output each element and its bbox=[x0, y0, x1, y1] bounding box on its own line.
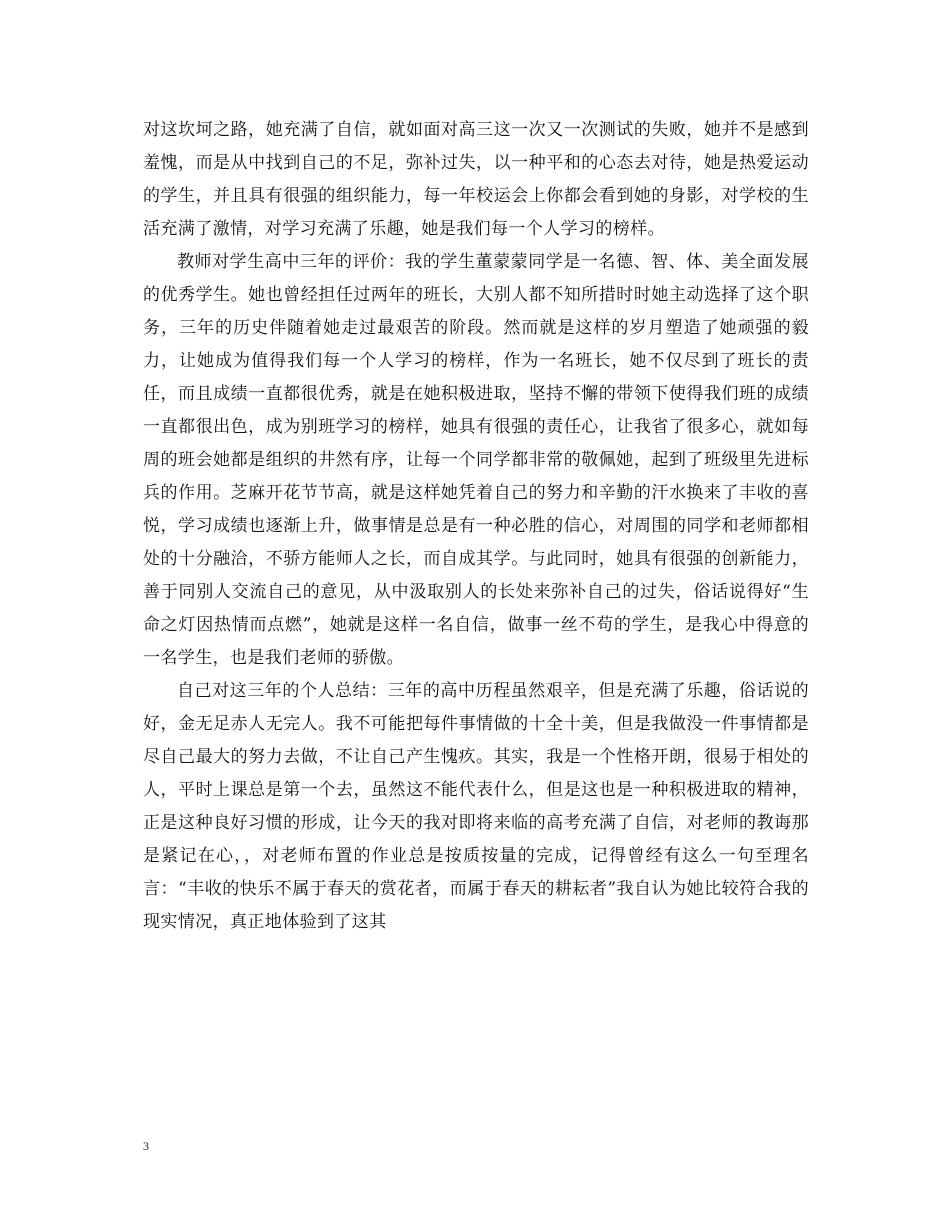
paragraph-self-summary: 自己对这三年的个人总结：三年的高中历程虽然艰辛，但是充满了乐趣，俗话说的好，金无足赤人无完人。我不可能把每件事情做的十全十美，但是我做没一件事情都是尽自己最大的努力去做，不让自己产生愧疚。其实，我是一个性格开朗，很易于相处的人，平时上课总是第一个去，虽然这不能代表什么，但是这也是一种积极进取的精神，正是这种良好习惯的形成，让今天的我对即将来临的高考充满了自信，对老师的教诲那是紧记在心，，对老师布置的作业总是按质按量的完成，记得曾经有这么一句至理名言：“丰收的快乐不属于春天的赏花者，而属于春天的耕耘者”我自认为她比较符合我的现实情况，真正地体验到了这其 bbox=[143, 681, 809, 932]
paragraph-teacher-evaluation: 教师对学生高中三年的评价：我的学生董蒙蒙同学是一名德、智、体、美全面发展的优秀学生。她也曾经担任过两年的班长，大别人都不知所措时时她主动选择了这个职务，三年的历史伴随着她走过最艰苦的阶段。然而就是这样的岁月塑造了她顽强的毅力，让她成为值得我们每一个人学习的榜样，作为一名班长，她不仅尽到了班长的责任，而且成绩一直都很优秀，就是在她积极进取，坚持不懈的带领下使得我们班的成绩一直都很出色，成为别班学习的榜样，她具有很强的责任心，让我省了很多心，就如每周的班会她都是组织的井然有序，让每一个同学都非常的敬佩她，起到了班级里先进标兵的作用。芝麻开花节节高，就是这样她凭着自己的努力和辛勤的汗水换来了丰收的喜悦，学习成绩也逐渐上升，做事情是总是有一种必胜的信心，对周围的同学和老师都相处的十分融洽，不骄方能师人之长，而自成其学。与此同时，她具有很强的创新能力，善于同别人交流自己的意见，从中汲取别人的长处来弥补自己的过失，俗话说得好“生命之灯因热情而点燃”，她就是这样一名自信，做事一丝不苟的学生，是我心中得意的一名学生，也是我们老师的骄傲。 bbox=[143, 252, 809, 668]
body-text bbox=[143, 114, 809, 939]
page-number: 3 bbox=[143, 1139, 149, 1153]
paragraph-continuation: 对这坎坷之路，她充满了自信，就如面对高三这一次又一次测试的失败，她并不是感到羞愧，而是从中找到自己的不足，弥补过失，以一种平和的心态去对待，她是热爱运动的学生，并且具有很强的组织能力，每一年校运会上你都会看到她的身影，对学校的生活充满了激情，对学习充满了乐趣，她是我们每一个人学习的榜样。 bbox=[143, 120, 809, 239]
